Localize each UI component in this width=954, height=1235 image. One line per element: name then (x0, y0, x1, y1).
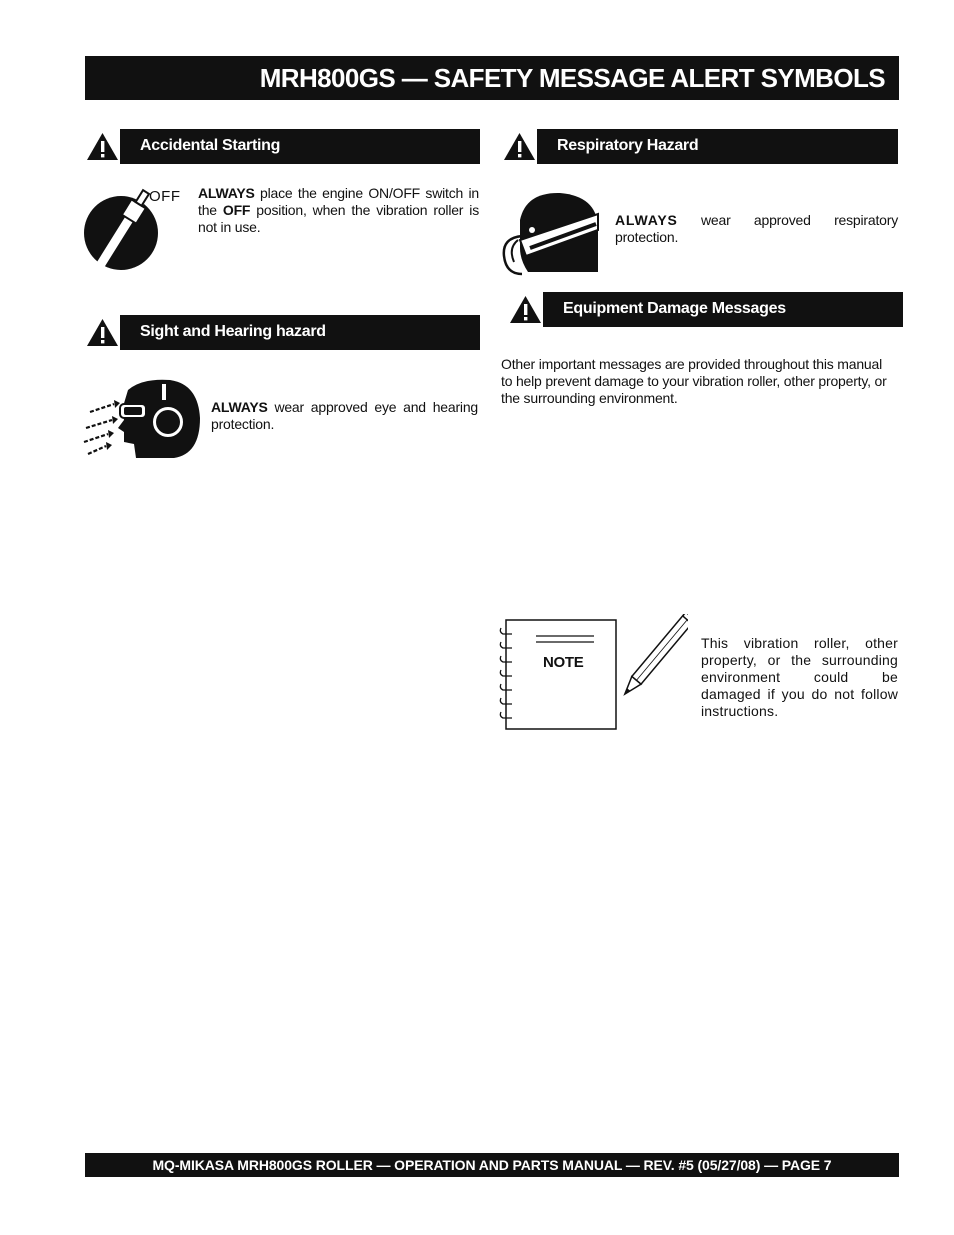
eye-ear-protection-icon (82, 378, 204, 460)
section-heading: Respiratory Hazard (557, 137, 699, 154)
ignition-switch-icon (82, 186, 182, 274)
equipment-damage-text: Other important messages are provided throughout this manual to help prevent damage to your vibration roller, other property, or the surrounding environment. (501, 356, 887, 406)
warning-triangle-icon (85, 129, 120, 164)
always-emphasis: ALWAYS (615, 212, 678, 228)
section-heading: Sight and Hearing hazard (140, 323, 326, 340)
notebook-pencil-icon (498, 614, 688, 732)
section-header-equipment-damage (508, 292, 903, 327)
section-heading: Equipment Damage Messages (563, 300, 786, 317)
switch-off-label: OFF (149, 188, 181, 205)
warning-triangle-icon (85, 315, 120, 350)
section-header-respiratory (502, 129, 898, 164)
note-text: This vibration roller, other property, or the surrounding environment could be damaged if you do not follow instructions. (701, 635, 898, 719)
warning-triangle-icon (508, 292, 543, 327)
section-header-accidental-starting (85, 129, 480, 164)
text-part: wear approved respiratory protection. (615, 212, 898, 245)
section-heading: Accidental Starting (140, 137, 281, 154)
page-footer: MQ-MIKASA MRH800GS ROLLER — OPERATION AND PARTS MANUAL — REV. #5 (05/27/08) — PAGE 7 (85, 1153, 899, 1177)
always-emphasis: ALWAYS (198, 185, 255, 201)
text-part: position, when the vibration roller is not in use. (198, 202, 479, 235)
section-header-sight-hearing (85, 315, 480, 350)
warning-triangle-icon (502, 129, 537, 164)
sight-hearing-text (211, 399, 478, 433)
accidental-starting-text (198, 185, 479, 236)
note-label: NOTE (543, 654, 584, 671)
text-part: wear approved eye and hearing protection. (211, 399, 478, 432)
respirator-mask-icon (500, 190, 602, 278)
text-part: place the engine ON/OFF switch in the (198, 185, 479, 218)
always-emphasis: ALWAYS (211, 399, 268, 415)
page-title: MRH800GS — SAFETY MESSAGE ALERT SYMBOLS (85, 56, 899, 100)
off-emphasis: OFF (222, 202, 251, 218)
respiratory-text (615, 212, 898, 246)
